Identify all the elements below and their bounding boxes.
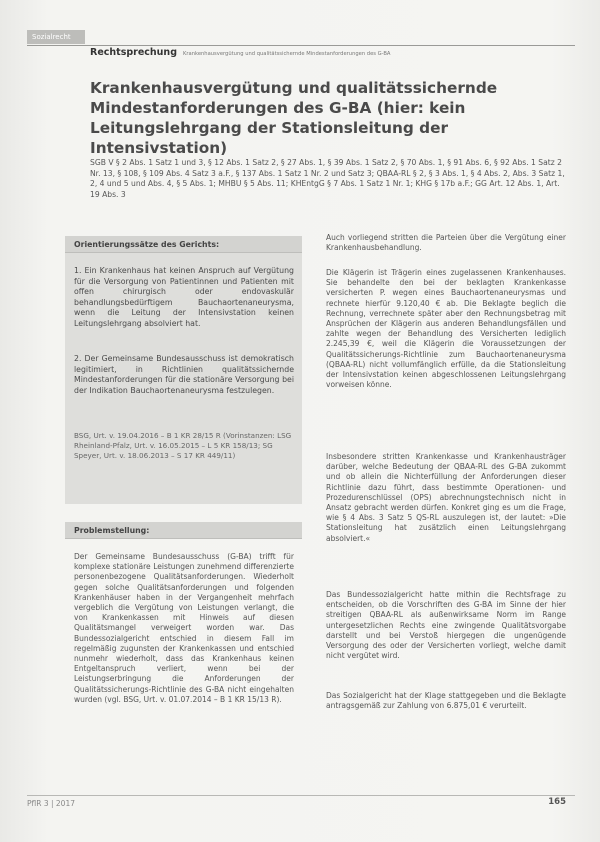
- category-label: Rechtsprechung: [90, 47, 177, 58]
- section-tab: Sozialrecht: [27, 30, 85, 44]
- page-number: 165: [548, 797, 566, 807]
- legal-citation: SGB V § 2 Abs. 1 Satz 1 und 3, § 12 Abs. 1 Satz 2, § 27 Abs. 1, § 39 Abs. 1 Satz 2, § 70 Abs. 1, § 91 Abs. 6, § 92 Abs. 1 Satz 2 Nr. 13, § 108, § 109 Abs. 4 Satz 3 a.F., § 137 Abs. 1 Satz 1 Nr. 2 und Satz 3; QBAA-RL § 2, § 3 Abs. 1, § 4 Abs. 2, Abs. 3 Satz 1, 2, 4 und 5 und Abs. 4, § 5 Abs. 1; MHBU § 5 Abs. 11; KHEntgG § 7 Abs. 1 Satz 1 Nr. 1; KHG § 17b a.F.; GG Art. 12 Abs. 1, Art. 19 Abs. 3: [90, 158, 565, 199]
- court-citation: BSG, Urt. v. 19.04.2016 – B 1 KR 28/15 R (Vorinstanzen: LSG Rheinland-Pfalz, Urt. v. 16.05.2015 – L 5 KR 158/13; SG Speyer, Urt. v. 18.06.2013 – S 17 KR 449/11): [74, 431, 292, 461]
- problem-heading: Problemstellung:: [65, 522, 302, 539]
- orientation-box: [65, 236, 302, 504]
- right-paragraph-4: Das Bundessozialgericht hatte mithin die Rechtsfrage zu entscheiden, ob die Vorschriften des G-BA im Sinne der hier streitigen QBAA-RL als außenwirksame Norm im Range untergesetzlichen Rechts eine zwingende Qualitätsvorgabe darstellt und bei Verstoß hiergegen die ungenügende Versorgung des oder der Versicherten vorliegt, welche damit nicht vergütet wird.: [326, 590, 566, 661]
- right-paragraph-5: Das Sozialgericht hat der Klage stattgegeben und die Beklagte antragsgemäß zur Zahlung von 6.875,01 € verurteilt.: [326, 691, 566, 711]
- breadcrumb: [90, 46, 570, 60]
- orientation-paragraph-1: 1. Ein Krankenhaus hat keinen Anspruch auf Vergütung für die Versorgung von Patientinnen und Patienten mit offen chirurgisch oder endovaskulär behandlungsbedürftigem Bauchaortenaneurysma, wenn die Leitung der Intensivstation keinen Leitungslehrgang absolviert hat.: [74, 266, 294, 328]
- right-paragraph-2: Die Klägerin ist Trägerin eines zugelassenen Krankenhauses. Sie behandelte den bei der beklagten Krankenkasse versicherten P. wegen eines Bauchaortenaneurysmas und rechnete hierfür 9.120,40 € ab. Die Beklagte beglich die Rechnung, verrechnete später aber den Rechnungsbetrag mit Ansprüchen der Klägerin aus anderen Behandlungsfällen und zahlte wegen der Behandlung des Versicherten lediglich 2.245,39 €, weil die Klägerin die Voraussetzungen der Qualitätssicherungs-Richtlinie zum Bauchaortenaneurysma (QBAA-RL) nicht vollumfänglich erfülle, da die Stationsleitung der Intensivstation keinen abgeschlossenen Leitungslehrgang vorweisen könne.: [326, 268, 566, 390]
- orientation-heading: Orientierungssätze des Gerichts:: [65, 236, 302, 253]
- right-paragraph-1: Auch vorliegend stritten die Parteien über die Vergütung einer Krankenhausbehandlung.: [326, 233, 566, 253]
- right-paragraph-3: Insbesondere stritten Krankenkasse und Krankenhausträger darüber, welche Bedeutung der QBAA-RL des G-BA zukommt und ob allein die Nichterfüllung der Anforderungen dieser Richtlinie dazu führt, dass bestimmte Operationen- und Prozedurenschlüssel (OPS) abrechnungstechnisch nicht in Ansatz gebracht werden dürfen. Konkret ging es um die Frage, wie § 4 Abs. 3 Satz 5 QS-RL auszulegen ist, der lautet: »Die Stationsleitung hat zusätzlich einen Leitungslehrgang absolviert.«: [326, 452, 566, 543]
- running-title: Krankenhausvergütung und qualitätssichernde Mindestanforderungen des G-BA: [183, 51, 391, 57]
- article-title: Krankenhausvergütung und qualitätssichernde Mindestanforderungen des G-BA (hier: kein Leitungslehrgang der Stationsleitung der Intensivstation): [90, 79, 498, 157]
- problem-body: Der Gemeinsame Bundesausschuss (G-BA) trifft für komplexe stationäre Leistungen zunehmend differenzierte personenbezogene Qualitätsanforderungen. Wiederholt gegen solche Qualitätsanforderungen und folgenden Krankenhäuser haben in der Vergangenheit mehrfach vergeblich die Vergütung von Leistungen verlangt, die von Krankenkassen mit Hinweis auf diesen Qualitätsmangel verweigert worden war. Das Bundessozialgericht entschied in diesem Fall im regelmäßig zugunsten der Krankenkassen und entschied nunmehr wiederholt, dass das Krankenhaus keinen Entgeltanspruch verliert, wenn bei der Leistungserbringung die Anforderungen der Qualitätssicherungs-Richtlinie des G-BA nicht eingehalten wurden (vgl. BSG, Urt. v. 01.07.2014 – B 1 KR 15/13 R).: [74, 552, 294, 704]
- footer-rule: [27, 795, 575, 796]
- orientation-paragraph-2: 2. Der Gemeinsame Bundesausschuss ist demokratisch legitimiert, in Richtlinien qualitätssichernde Mindestanforderungen für die stationäre Versorgung bei der Indikation Bauchaortenaneurysma festzulegen.: [74, 354, 294, 395]
- journal-issue: PflR 3 | 2017: [27, 799, 75, 808]
